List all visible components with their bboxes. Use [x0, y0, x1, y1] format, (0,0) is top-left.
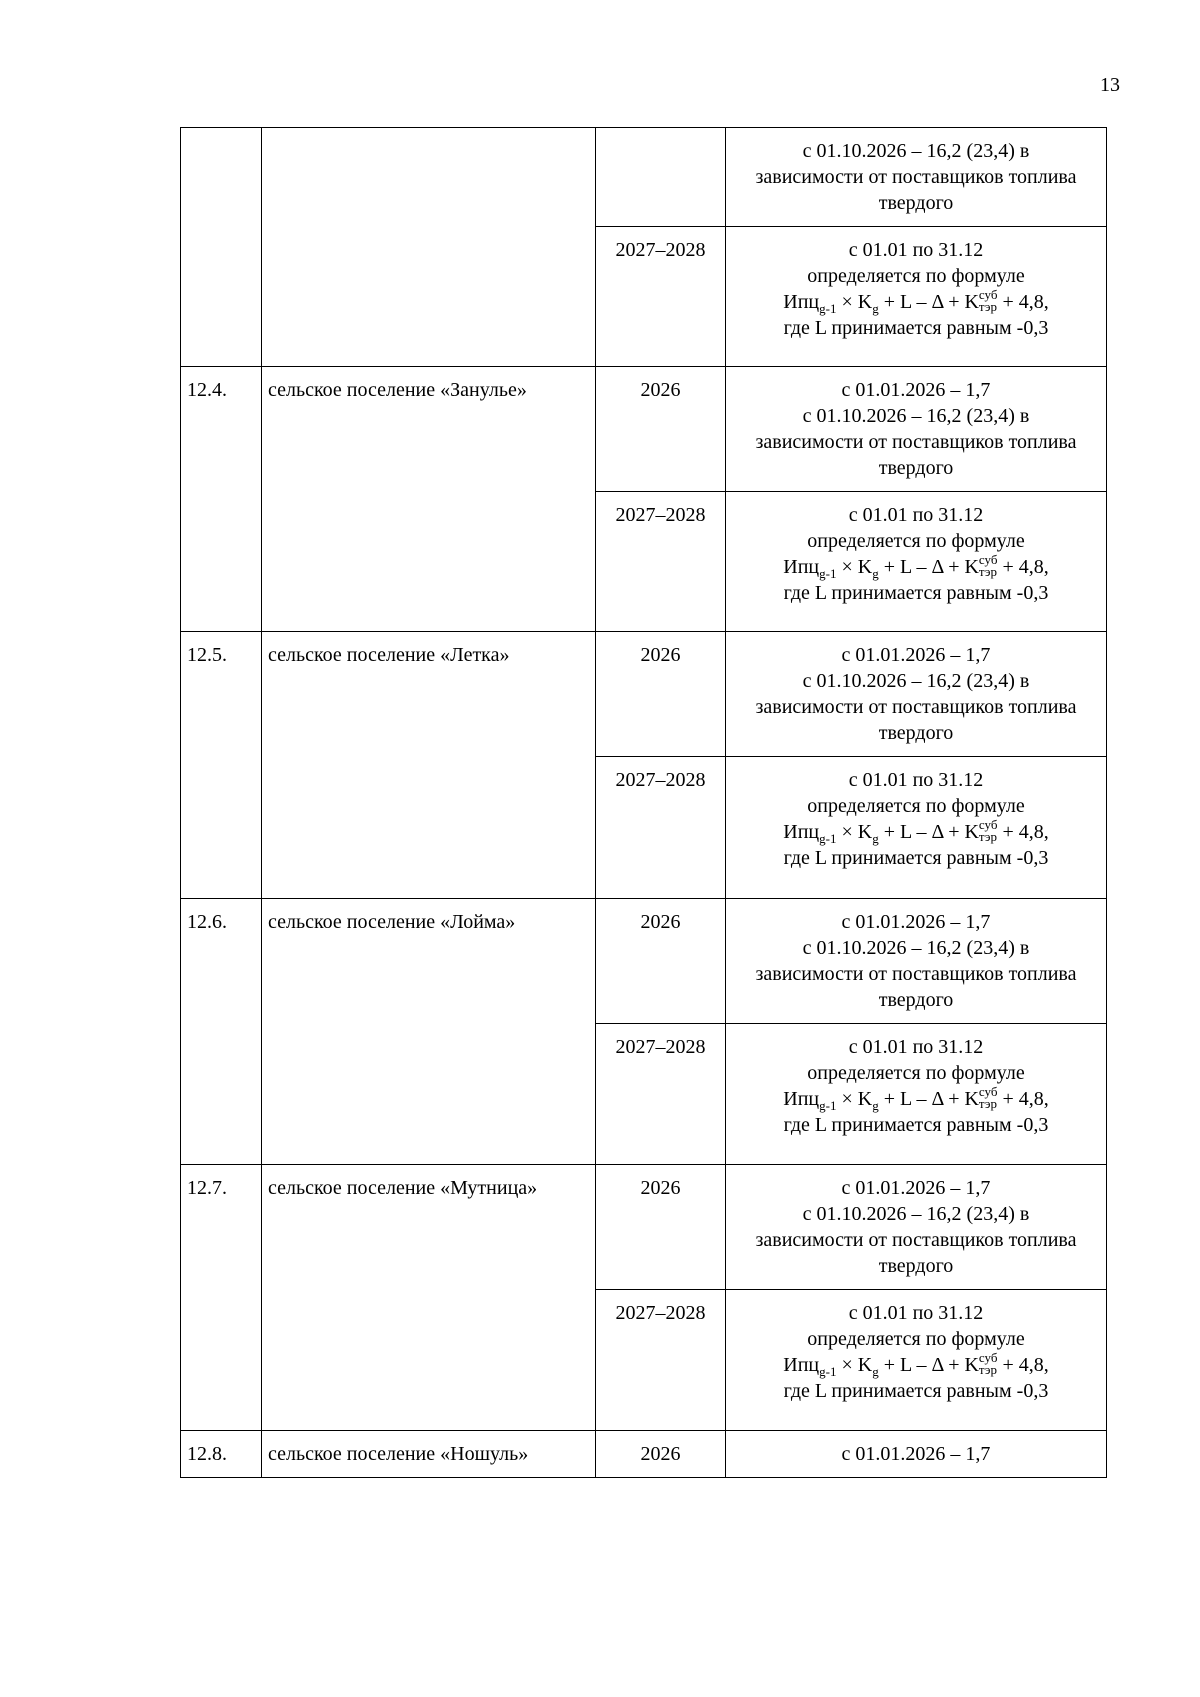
value-line: с 01.01 по 31.12 — [848, 239, 984, 261]
row-number: 12.8. — [181, 1431, 262, 1478]
table-row — [181, 1165, 1107, 1290]
row-number: 12.4. — [181, 367, 262, 632]
tariff-value-cell — [726, 1024, 1107, 1165]
period-cell: 2026 — [596, 1431, 726, 1478]
formula-superscript: суб — [978, 287, 998, 303]
value-line: где L принимается равным -0,3 — [783, 317, 1049, 340]
tariff-value-cell — [726, 1431, 1107, 1478]
value-line: с 01.10.2026 – 16,2 (23,4) в — [802, 1203, 1030, 1225]
table-row — [181, 367, 1107, 492]
period-cell — [596, 128, 726, 227]
formula-line: $Ипц_{g-1} \times K_g + L - \Delta + K$ суб тэр + 4,8, — [783, 287, 1049, 316]
value-line: зависимости от поставщиков топлива — [755, 1229, 1077, 1251]
tariff-value-cell — [726, 632, 1107, 757]
value-line: с 01.10.2026 – 16,2 (23,4) в — [802, 937, 1030, 959]
value-line: с 01.10.2026 – 16,2 (23,4) в — [802, 405, 1030, 427]
tariff-value-cell — [726, 227, 1107, 367]
settlement-name: сельское поселение «Занулье» — [262, 367, 596, 632]
tariff-value-cell — [726, 899, 1107, 1024]
period-cell: 2027–2028 — [596, 757, 726, 899]
period-cell: 2026 — [596, 1165, 726, 1290]
tariff-value-cell — [726, 367, 1107, 492]
tariff-table — [180, 127, 1107, 1478]
value-line: зависимости от поставщиков топлива — [755, 696, 1077, 718]
period-cell: 2027–2028 — [596, 1290, 726, 1431]
formula-line: $Ипц_{g-1} \times K_g + L - \Delta + K$ суб тэр + 4,8, — [783, 1084, 1049, 1113]
settlement-name: сельское поселение «Лойма» — [262, 899, 596, 1165]
settlement-name: сельское поселение «Летка» — [262, 632, 596, 899]
period-cell: 2026 — [596, 367, 726, 492]
formula-subscript: g — [872, 301, 879, 316]
formula-subscript: g — [872, 1098, 879, 1113]
formula-subscript: g — [872, 1364, 879, 1379]
tariff-value-cell — [726, 128, 1107, 227]
formula-subscript: тэр — [978, 299, 998, 315]
formula-supsub — [979, 289, 998, 313]
formula-supsub — [979, 1086, 998, 1110]
row-number — [181, 128, 262, 367]
row-number: 12.5. — [181, 632, 262, 899]
value-line: с 01.01 по 31.12 — [848, 1302, 984, 1324]
period-cell: 2026 — [596, 632, 726, 757]
value-line: с 01.01 по 31.12 — [848, 1036, 984, 1058]
value-line: с 01.10.2026 – 16,2 (23,4) в — [802, 140, 1030, 162]
value-line: зависимости от поставщиков топлива — [755, 431, 1077, 453]
formula-line: $Ипц_{g-1} \times K_g + L - \Delta + K$ суб тэр + 4,8, — [783, 817, 1049, 846]
formula-subscript: g-1 — [819, 831, 837, 846]
period-cell: 2027–2028 — [596, 492, 726, 632]
formula-superscript: суб — [978, 552, 998, 568]
table-row — [181, 1431, 1107, 1478]
value-line: определяется по формуле — [807, 1328, 1025, 1350]
formula-superscript: суб — [978, 1084, 998, 1100]
value-line: где L принимается равным -0,3 — [783, 582, 1049, 605]
value-line: с 01.01.2026 – 1,7 — [841, 1177, 991, 1199]
row-number: 12.7. — [181, 1165, 262, 1431]
formula-subscript: g — [872, 566, 879, 581]
period-cell: 2027–2028 — [596, 227, 726, 367]
formula-supsub — [979, 1352, 998, 1376]
formula-subscript: g-1 — [819, 1364, 837, 1379]
value-line: твердого — [878, 989, 954, 1011]
formula-subscript: g — [872, 831, 879, 846]
formula-supsub — [979, 554, 998, 578]
table-body — [181, 128, 1107, 1478]
tariff-value-cell — [726, 1290, 1107, 1431]
value-line: твердого — [878, 1255, 954, 1277]
value-line: зависимости от поставщиков топлива — [755, 166, 1077, 188]
table-row — [181, 632, 1107, 757]
settlement-name — [262, 128, 596, 367]
period-cell: 2026 — [596, 899, 726, 1024]
value-line: твердого — [878, 722, 954, 744]
formula-subscript: g-1 — [819, 1098, 837, 1113]
value-line: зависимости от поставщиков топлива — [755, 963, 1077, 985]
formula-subscript: тэр — [978, 1096, 998, 1112]
value-line: определяется по формуле — [807, 530, 1025, 552]
value-line: твердого — [878, 192, 954, 214]
formula-subscript: тэр — [978, 829, 998, 845]
value-line: где L принимается равным -0,3 — [783, 1380, 1049, 1403]
value-line: с 01.01.2026 – 1,7 — [841, 379, 991, 401]
value-line: где L принимается равным -0,3 — [783, 1114, 1049, 1137]
value-line: определяется по формуле — [807, 795, 1025, 817]
value-line: с 01.01 по 31.12 — [848, 769, 984, 791]
value-line: где L принимается равным -0,3 — [783, 847, 1049, 870]
formula-line: $Ипц_{g-1} \times K_g + L - \Delta + K$ суб тэр + 4,8, — [783, 552, 1049, 581]
value-line: с 01.01.2026 – 1,7 — [841, 911, 991, 933]
table-row — [181, 128, 1107, 227]
value-line: определяется по формуле — [807, 1062, 1025, 1084]
row-number: 12.6. — [181, 899, 262, 1165]
value-line: твердого — [878, 457, 954, 479]
formula-superscript: суб — [978, 1350, 998, 1366]
table-row — [181, 899, 1107, 1024]
tariff-value-cell — [726, 757, 1107, 899]
formula-line: $Ипц_{g-1} \times K_g + L - \Delta + K$ суб тэр + 4,8, — [783, 1350, 1049, 1379]
formula-subscript: тэр — [978, 1362, 998, 1378]
tariff-value-cell — [726, 492, 1107, 632]
value-line: с 01.10.2026 – 16,2 (23,4) в — [802, 670, 1030, 692]
settlement-name: сельское поселение «Мутница» — [262, 1165, 596, 1431]
value-line: определяется по формуле — [807, 265, 1025, 287]
page-number: 13 — [1100, 74, 1120, 96]
formula-superscript: суб — [978, 817, 998, 833]
tariff-value-cell — [726, 1165, 1107, 1290]
formula-subscript: тэр — [978, 564, 998, 580]
value-line: с 01.01.2026 – 1,7 — [841, 644, 991, 666]
formula-subscript: g-1 — [819, 301, 837, 316]
formula-subscript: g-1 — [819, 566, 837, 581]
formula-supsub — [979, 819, 998, 843]
settlement-name: сельское поселение «Ношуль» — [262, 1431, 596, 1478]
period-cell: 2027–2028 — [596, 1024, 726, 1165]
value-line: с 01.01.2026 – 1,7 — [841, 1443, 991, 1465]
value-line: с 01.01 по 31.12 — [848, 504, 984, 526]
